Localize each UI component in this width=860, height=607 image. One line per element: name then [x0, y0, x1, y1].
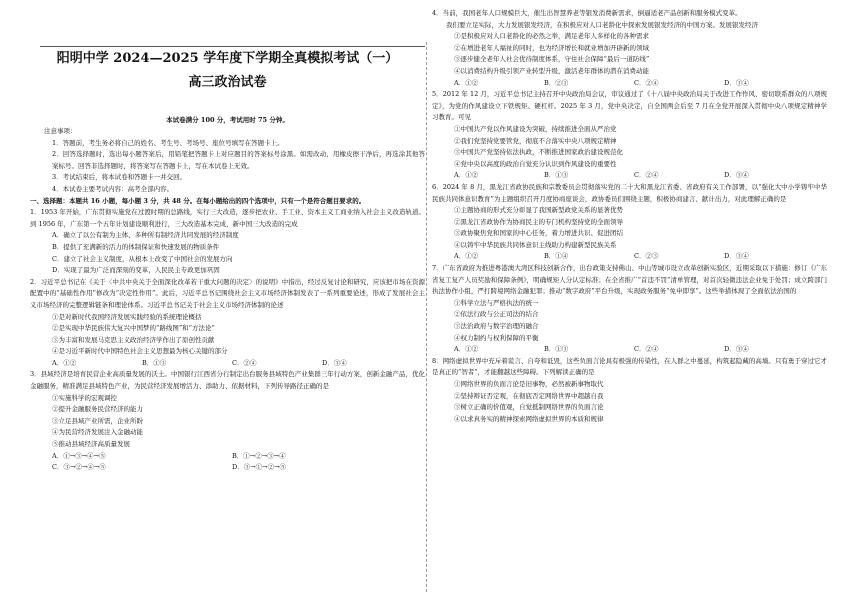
choice-a: A．①② [454, 78, 479, 87]
q7-item: ④权力制约与权利保障的平衡 [454, 333, 539, 342]
q2-item: ③为丰富和发展马克思主义政治经济学作出了原创性贡献 [52, 335, 215, 344]
question-4-stem: 4．当前，我国老年人口规模巨大，催生出智慧养老等银发消费新需求，倒逼适老产品创新和服务模式变革。 [432, 9, 742, 17]
q4-choices [432, 78, 827, 90]
choice-d: D．③④ [724, 78, 749, 87]
q1-option-b: B．提供了充满新的活力的体制保证和快速发展的物质条件 [52, 242, 220, 251]
note-item: 2．回答选择题时，选出每小题答案后，用铅笔把答题卡上对应题目的答案标号涂黑。如需改动，用橡皮擦干净后，再选涂其他答案标号。回答非选择题时，将答案写在答题卡上，写在本试卷上无效。 [52, 150, 425, 170]
question-8-stem: 8．网络虚拟世界中充斥着谎言、自夸和诋毁，这些负面言论具有极强的传染性，在人群之中蔓延，构筑起隐藏的高墙。只有勇于穿过它才是真正的“智者”，才能翻越这些障碍。下列解读正确的是 [432, 356, 827, 377]
question-7-stem: 7．广东省政府为推进粤港澳大湾区科技创新合作，出台政策支持佛山、中山等城市设立改革创新实验区，近期采取以下措施：修订《广东省复工复产人员奖励和保障条例》，明确规矩人分认定标准；在全省推广“首违不罚”清单管理，对首次轻微违法企业免于处罚；成立跨部门执法协作小组，严打跨境网络金融犯罪；推动“数字政府”平台升级，实现政务服务“免申即享”。这些举措体现了全面依法治国的 [432, 264, 827, 296]
q5-item: ②我们党坚持党要管党，彻底不合落实中央八项规定精神 [454, 136, 617, 145]
choice-d: D．③④ [724, 252, 749, 261]
section-header: 一、选择题：本题共 16 小题，每小题 3 分，共 48 分。在每小题给出的四个选项中，只有一个是符合题目要求的。 [30, 196, 366, 205]
q6-item: ①主题协商的形式充分彰显了我国新型政党关系的显著优势 [454, 206, 623, 215]
q4-item: ①是积极应对人口老龄化的必然之举，满足老年人多样化的各种需求 [454, 32, 649, 41]
q5-choices [432, 170, 827, 182]
column-divider [426, 42, 427, 592]
question-4-stem-cont: 我们要立足实际，大力发展银发经济，在积极应对人口老龄化中探索发展银发经济的中国方案。发展银发经济 [446, 20, 758, 29]
q8-item: ②坚持辩证否定观，在彻底否定网络世界中超越自我 [454, 391, 604, 400]
q6-item: ②黑龙江省政协作为协商民主的专门机构坚持党的全面领导 [454, 217, 623, 226]
choice-c: C．②④ [634, 171, 659, 180]
q5-item: ①中国共产党以作风建设为突破，持续推进全面从严治党 [454, 124, 617, 133]
notes-title: 注意事项： [44, 127, 77, 135]
choice-b: B．②③ [544, 78, 569, 87]
choice-a: A．①② [454, 345, 479, 354]
choice-c: C．②④ [634, 78, 659, 87]
question-2-stem: 2．习近平总书记在《关于〈中共中央关于全面深化改革若干重大问题的决定〉的说明》中指出，经过反复讨论和研究，应该把市场在资源配置中的“基础性作用”修改为“决定性作用”。此后，习近平总书记围绕社会主义市场经济体制发表了一系列重要论述，形成了发展社会主义市场经济的完整逻辑链条和理论体系。习近平总书记关于社会主义市场经济体制的论述 [30, 277, 425, 309]
right-column [432, 0, 827, 607]
q7-item: ①科学立法与严格执法的统一 [454, 298, 539, 307]
choice-c: C．②④ [232, 358, 257, 367]
q4-item: ④以消费结构升级引领产业转型升级，激活老年群体的潜在消费动能 [454, 66, 649, 75]
choice-b: B．①④ [544, 252, 569, 261]
q3-item: ④为民营经济发展注入金融动能 [52, 428, 143, 437]
q4-item: ③逐步健全老年人社会优待制度体系，守住社会保障“最后一道防线” [454, 55, 650, 64]
choice-b: B．①③ [544, 345, 569, 354]
q6-item: ③政协聚焦党和国家的中心任务，着力增进共识、促进团结 [454, 229, 623, 238]
q7-item: ③法治政府与数字治理的融合 [454, 322, 539, 331]
choice-d: D．③→①→②→⑤ [232, 463, 287, 472]
choice-b: B．①→②→③→④ [232, 451, 286, 460]
choice-c: C．②③ [634, 252, 659, 261]
choice-a: A．①→③→④→⑤ [52, 451, 106, 460]
q2-item: ④是习近平新时代中国特色社会主义思想最为核心关键的部分 [52, 347, 228, 356]
left-column [30, 0, 425, 607]
note-item: 1．答题前，考生务必将自己的姓名、考生号、考场号、座位号填写在答题卡上。 [52, 138, 284, 147]
q1-option-c: C．建立了社会主义制度，从根本上改变了中国社会的发展方向 [52, 254, 233, 263]
q3-item: ③立足县域产业所需，企业所盼 [52, 416, 143, 425]
q5-item: ④党中央以高度的政治自觉充分认识到作风建设的重要性 [454, 159, 617, 168]
exam-subtitle: 高三政治试卷 [188, 75, 267, 90]
q2-item: ②是实现中华民族伟大复兴中国梦的“路线图”和“方法论” [52, 324, 215, 333]
choice-c: C．③→②→④→⑤ [52, 463, 106, 472]
choice-a: A．①② [52, 358, 77, 367]
choice-c: C．②④ [634, 345, 659, 354]
choice-d: D．③④ [724, 345, 749, 354]
q1-option-d: D．实现了最为广泛而深刻的变革，人民民主专政更加巩固 [52, 266, 220, 275]
choice-d: D．③④ [322, 358, 347, 367]
note-item: 4．本试卷主要考试内容：高考全部内容。 [52, 184, 174, 193]
q3-choices-cd [30, 462, 425, 474]
choice-d: D．③④ [724, 171, 749, 180]
q3-item: ②提升金融服务民营经济的能力 [52, 405, 143, 414]
exam-title: 阳明中学 2024—2025 学年度下学期全真模拟考试（一） [56, 51, 399, 66]
choice-b: B．①③ [544, 171, 569, 180]
question-3-stem: 3．县域经济是培育民营企业高质量发展的沃土。中国银行江西省分行制定出台服务县域特色产业集群三年行动方案，创新金融产品，优化金融服务，精准满足县域特色产业，为民营经济发展增活力、添助力、依据材料，下列传导路径正确的是 [30, 370, 425, 391]
choice-a: A．①② [454, 252, 479, 261]
question-5-stem: 5．2012 年 12 月，习近平总书记主持召开中央政治局会议，审议通过了《十八届中央政治局关于改进工作作风、密切联系群众的八项规定》，为党的作风建设立下铁规矩、硬杠杆。2025 年 3 月，党中央决定，自全国两会后至 7 月在全党开展深入贯彻中央八项规定精神学习教育。可见 [432, 90, 827, 122]
q3-choices-ab [30, 451, 425, 463]
q8-item: ④以求真务实的精神探索网络虚拟世界的本质和规律 [454, 414, 604, 423]
choice-b: B．①③ [142, 358, 167, 367]
note-item: 3．考试结束后，将本试卷和答题卡一并交回。 [52, 173, 187, 182]
q7-choices [432, 344, 827, 356]
q4-item: ②在增进老年人福祉的同时，也为经济增长和就业增加开辟新的领域 [454, 43, 649, 52]
q2-item: ①是对新时代我国经济发展实践经验的系统理论概括 [52, 312, 202, 321]
question-6-stem: 6．2024 年 8 月，黑龙江省政协民族和宗教委员会贯彻落实党的二十大和黑龙江省委、省政府有关工作部署，以“强化大中小学铸牢中华民族共同体意识教育”为主题组织召开月度协商座谈会，政协委员们围绕主题，积极协商建言、献计出力，对此理解正确的是 [432, 182, 827, 203]
q6-choices [432, 251, 827, 263]
q3-item: ⑤推动县域经济高质量发展 [52, 440, 130, 449]
q1-option-a: A．确立了以公有制为主体、多种所有制经济共同发展的经济制度 [52, 231, 239, 240]
question-1-stem: 1．1953 年开始，广东贯彻实施党在过渡时期的总路线，实行三大改造，逐步把农业、手工业、资本主义工商业纳入社会主义改造轨道。到 1956 年，广东第一个五年计划建设顺利进行，三大改造基本完成，新中国三大改造的完成 [30, 208, 425, 228]
choice-a: A．①② [454, 171, 479, 180]
q2-choices [30, 358, 425, 370]
q5-item: ③中国共产党坚持依法执政，不断推进国家政治建设规范化 [454, 148, 623, 157]
q8-item: ①网络世界的负面言论是旧事物，必然被新事物取代 [454, 380, 604, 388]
exam-info: 本试卷满分 100 分，考试用时 75 分钟。 [166, 116, 289, 124]
q6-item: ④以铸牢中华民族共同体意识主线助力构建新型民族关系 [454, 240, 617, 249]
q7-item: ②依法行政与公正司法的结合 [454, 310, 539, 319]
q8-item: ③树立正确的价值观，自觉抵制网络世界的负面言论 [454, 403, 604, 412]
q3-item: ①实施科学的宏观调控 [52, 393, 117, 402]
